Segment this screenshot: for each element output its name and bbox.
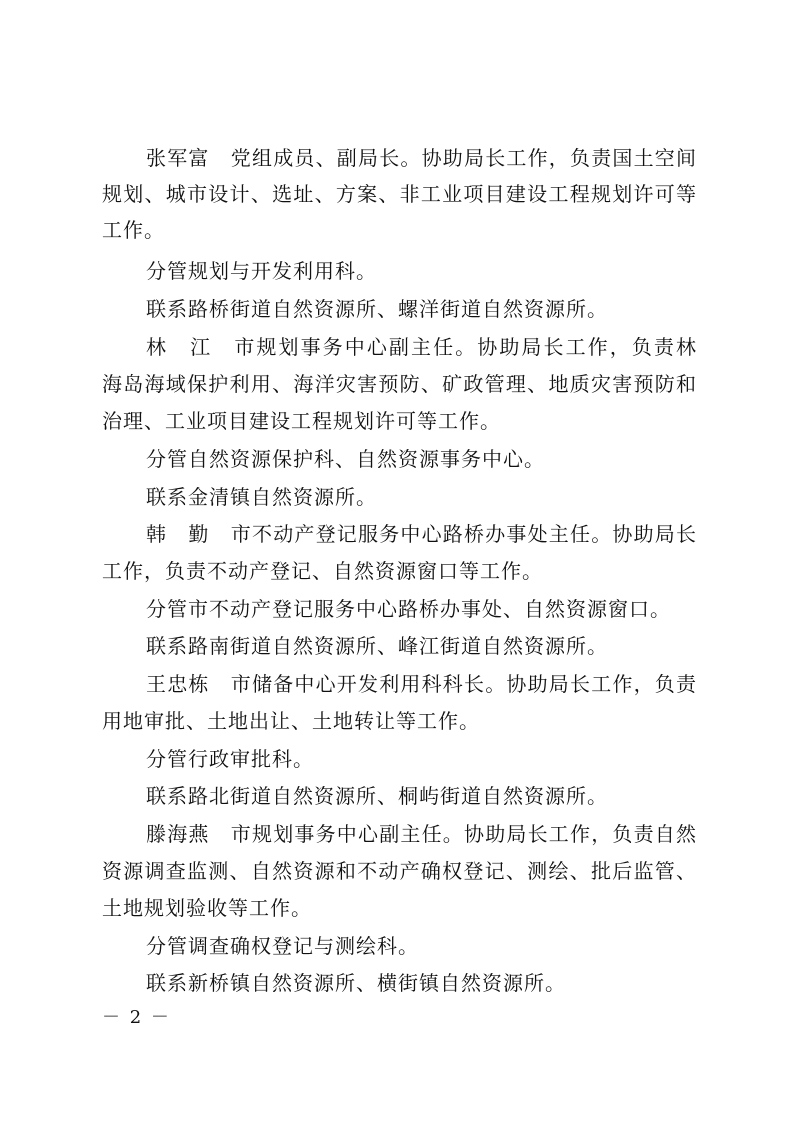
paragraph-lin-jiang-line-1: 林 江 市规划事务中心副主任。协助局长工作，负责林: [146, 335, 697, 359]
paragraph-lin-jiang-supervision: 分管自然资源保护科、自然资源事务中心。: [146, 447, 545, 471]
paragraph-teng-haiyan-line-1: 滕海燕 市规划事务中心副主任。协助局长工作，负责自然: [146, 822, 697, 846]
paragraph-wang-zhongdong-line-1: 王忠栋 市储备中心开发利用科科长。协助局长工作，负责: [146, 672, 697, 696]
paragraph-han-qin-contact: 联系路南街道自然资源所、峰江街道自然资源所。: [146, 634, 608, 658]
paragraph-zhang-junfu-line-1: 张军富 党组成员、副局长。协助局长工作，负责国土空间: [146, 146, 697, 170]
paragraph-wang-zhongdong-line-2: 用地审批、土地出让、土地转让等工作。: [102, 709, 480, 733]
paragraph-zhang-junfu-line-3: 工作。: [102, 218, 165, 242]
paragraph-lin-jiang-line-2: 海岛海域保护利用、海洋灾害预防、矿政管理、地质灾害预防和: [102, 372, 697, 396]
paragraph-han-qin-line-2: 工作，负责不动产登记、自然资源窗口等工作。: [102, 559, 543, 583]
paragraph-teng-haiyan-supervision: 分管调查确权登记与测绘科。: [146, 934, 419, 958]
paragraph-zhang-junfu-contact: 联系路桥街道自然资源所、螺洋街道自然资源所。: [146, 297, 608, 321]
paragraph-teng-haiyan-line-3: 土地规划验收等工作。: [102, 896, 312, 920]
paragraph-wang-zhongdong-contact: 联系路北街道自然资源所、桐屿街道自然资源所。: [146, 784, 608, 808]
paragraph-teng-haiyan-contact: 联系新桥镇自然资源所、横街镇自然资源所。: [146, 971, 566, 995]
paragraph-wang-zhongdong-supervision: 分管行政审批科。: [146, 747, 314, 771]
paragraph-han-qin-line-1: 韩 勤 市不动产登记服务中心路桥办事处主任。协助局长: [146, 522, 697, 546]
paragraph-zhang-junfu-supervision: 分管规划与开发利用科。: [146, 259, 377, 283]
page-number: － 2 －: [102, 1007, 171, 1028]
paragraph-lin-jiang-line-3: 治理、工业项目建设工程规划许可等工作。: [102, 409, 501, 433]
paragraph-zhang-junfu-line-2: 规划、城市设计、选址、方案、非工业项目建设工程规划许可等: [102, 182, 697, 206]
paragraph-lin-jiang-contact: 联系金清镇自然资源所。: [146, 485, 377, 509]
paragraph-han-qin-supervision: 分管市不动产登记服务中心路桥办事处、自然资源窗口。: [146, 597, 671, 621]
paragraph-teng-haiyan-line-2: 资源调查监测、自然资源和不动产确权登记、测绘、批后监管、: [102, 859, 697, 883]
